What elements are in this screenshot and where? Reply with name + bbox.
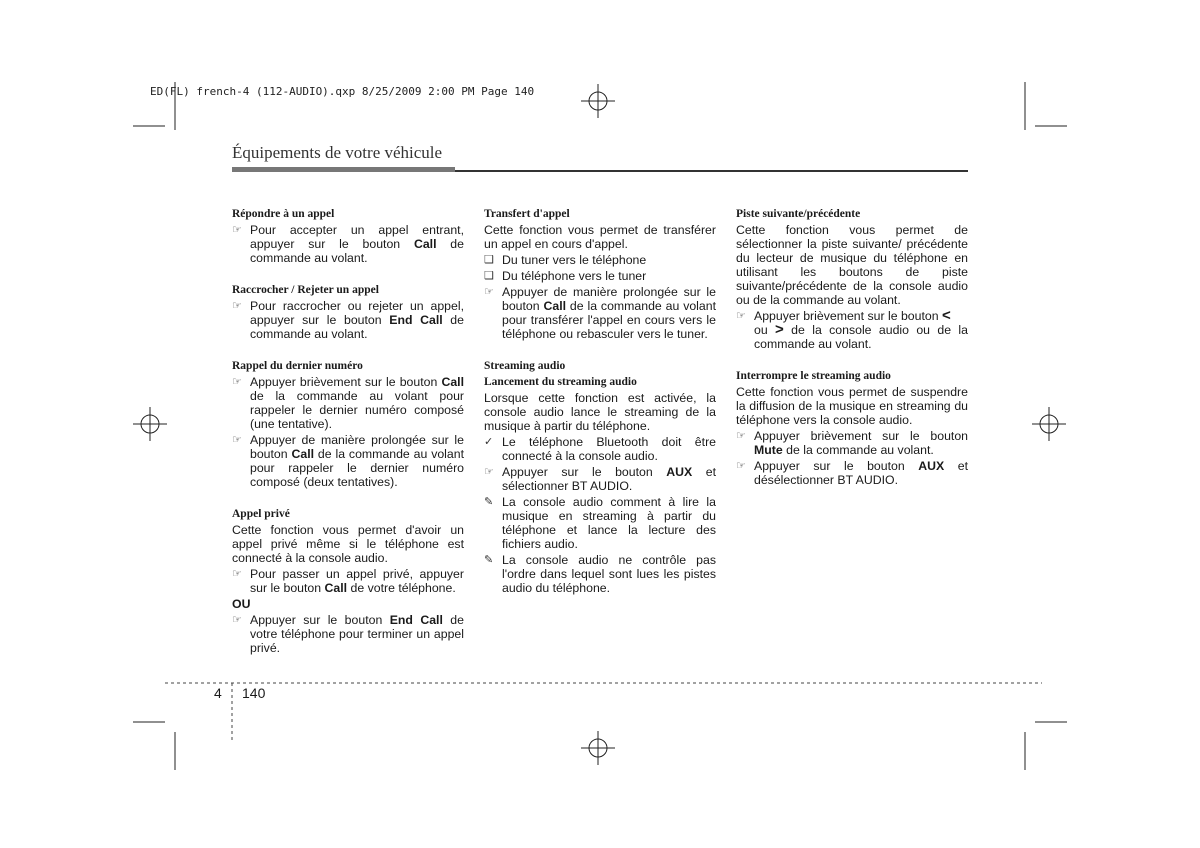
registration-mark xyxy=(581,731,615,765)
bullet-text: Appuyer brièvement sur le bouton Call de la commande au volant pour rappeler le dernier numéro composé (une tentative). xyxy=(250,375,464,431)
bullet-text: Pour raccrocher ou rejeter un appel, appuyer sur le bouton End Call de commande au volant. xyxy=(250,299,464,341)
section-heading: Interrompre le streaming audio xyxy=(736,370,891,382)
section-streaming-audio xyxy=(484,359,716,595)
check-item xyxy=(484,435,716,463)
section-heading: Rappel du dernier numéro xyxy=(232,360,363,372)
section-call-transfer xyxy=(484,207,716,341)
paragraph: Cette fonction vous permet de transférer un appel en cours d'appel. xyxy=(484,223,716,251)
finger-icon: ☞ xyxy=(232,434,242,446)
section-answer-call xyxy=(232,207,464,265)
checkmark-icon: ✓ xyxy=(484,436,494,448)
option-item xyxy=(484,253,716,267)
paragraph: Cette fonction vous permet de suspendre la diffusion de la musique en streaming du téléphone vers la console audio. xyxy=(736,385,968,427)
bullet-item xyxy=(736,459,968,487)
finger-icon: ☞ xyxy=(232,224,242,236)
bullet-item xyxy=(232,375,464,431)
registration-mark xyxy=(581,84,615,118)
check-text: Le téléphone Bluetooth doit être connecté à la console audio. xyxy=(502,435,716,463)
bullet-item xyxy=(232,567,464,595)
option-item xyxy=(484,269,716,283)
paragraph: Lorsque cette fonction est activée, la console audio lance le streaming de la musique à partir du téléphone. xyxy=(484,391,716,433)
bullet-item xyxy=(232,223,464,265)
bullet-text: Appuyer de manière prolongée sur le bouton Call de la commande au volant pour rappeler le dernier numéro composé (deux tentatives). xyxy=(250,433,465,489)
section-heading: Répondre à un appel xyxy=(232,208,335,220)
bullet-item xyxy=(232,299,464,341)
paragraph: Cette fonction vous permet d'avoir un appel privé même si le téléphone est connecté à la console audio. xyxy=(232,523,464,565)
chevron-left-icon: < xyxy=(941,307,951,324)
note-text: La console audio ne contrôle pas l'ordre dans lequel sont lues les pistes audio du téléphone. xyxy=(502,553,716,595)
chapter-number: 4 xyxy=(214,685,222,701)
finger-icon: ☞ xyxy=(484,286,494,298)
finger-icon: ☞ xyxy=(736,310,746,322)
bullet-item xyxy=(736,429,968,457)
or-label: OU xyxy=(232,597,251,611)
bullet-item xyxy=(736,309,968,351)
finger-icon: ☞ xyxy=(736,460,746,472)
registration-mark xyxy=(133,407,167,441)
pencil-note-icon: ✎ xyxy=(484,554,494,566)
section-stop-streaming xyxy=(736,369,968,487)
title-rule xyxy=(455,170,968,172)
finger-icon: ☞ xyxy=(484,466,494,478)
bullet-text: Pour passer un appel privé, appuyer sur le bouton Call de votre téléphone. xyxy=(250,567,464,595)
finger-icon: ☞ xyxy=(232,614,242,626)
checkbox-square-icon: ❑ xyxy=(484,254,494,266)
section-heading: Raccrocher / Rejeter un appel xyxy=(232,284,379,296)
bullet-text: Appuyer sur le bouton AUX et sélectionner BT AUDIO. xyxy=(502,465,716,493)
bullet-text: Appuyer de manière prolongée sur le bouton Call de la commande au volant pour transférer l'appel en cours vers le téléphone ou rebasculer vers le tuner. xyxy=(502,285,717,341)
finger-icon: ☞ xyxy=(232,300,242,312)
section-next-previous-track xyxy=(736,207,968,351)
note-item xyxy=(484,495,716,551)
page-number: 140 xyxy=(242,685,266,701)
finger-icon: ☞ xyxy=(232,568,242,580)
section-redial xyxy=(232,359,464,489)
pencil-note-icon: ✎ xyxy=(484,496,494,508)
column-middle xyxy=(484,207,716,613)
section-private-call xyxy=(232,507,464,655)
bullet-item xyxy=(232,433,464,489)
section-heading: Streaming audio xyxy=(484,360,566,372)
sub-heading: Lancement du streaming audio xyxy=(484,376,637,388)
bullet-text: Appuyer brièvement sur le bouton Mute de la commande au volant. xyxy=(754,429,968,457)
section-heading: Piste suivante/précédente xyxy=(736,208,861,220)
section-heading: Appel privé xyxy=(232,508,290,520)
section-heading: Transfert d'appel xyxy=(484,208,570,220)
section-title: Équipements de votre véhicule xyxy=(232,143,443,162)
print-slug: ED(FL) french-4 (112-AUDIO).qxp 8/25/2009 2:00 PM Page 140 xyxy=(150,85,535,98)
checkbox-square-icon: ❑ xyxy=(484,270,494,282)
note-text: La console audio comment à lire la musique en streaming à partir du téléphone et lance la lecture des fichiers audio. xyxy=(502,495,716,551)
bullet-text: Pour accepter un appel entrant, appuyer sur le bouton Call de commande au volant. xyxy=(250,223,464,265)
section-hang-up xyxy=(232,283,464,341)
finger-icon: ☞ xyxy=(232,376,242,388)
bullet-text: Appuyer brièvement sur le bouton < ou > de la console audio ou de la commande au volant. xyxy=(754,307,968,351)
chevron-right-icon: > xyxy=(775,321,784,338)
finger-icon: ☞ xyxy=(736,430,746,442)
bullet-item xyxy=(232,613,464,655)
bullet-text: Appuyer sur le bouton End Call de votre téléphone pour terminer un appel privé. xyxy=(250,613,464,655)
note-item xyxy=(484,553,716,595)
option-text: Du tuner vers le téléphone xyxy=(502,253,647,267)
paragraph: Cette fonction vous permet de sélectionner la piste suivante/ précédente du lecteur de musique du téléphone en utilisant les boutons de piste suivante/précédente de la console audio ou de la commande au volant. xyxy=(736,223,968,307)
column-right xyxy=(736,207,968,505)
bullet-item xyxy=(484,285,716,341)
option-text: Du téléphone vers le tuner xyxy=(502,269,647,283)
bullet-text: Appuyer sur le bouton AUX et désélectionner BT AUDIO. xyxy=(754,459,968,487)
column-left xyxy=(232,207,464,673)
bullet-item xyxy=(484,465,716,493)
title-rule xyxy=(232,167,455,172)
registration-mark xyxy=(1032,407,1066,441)
